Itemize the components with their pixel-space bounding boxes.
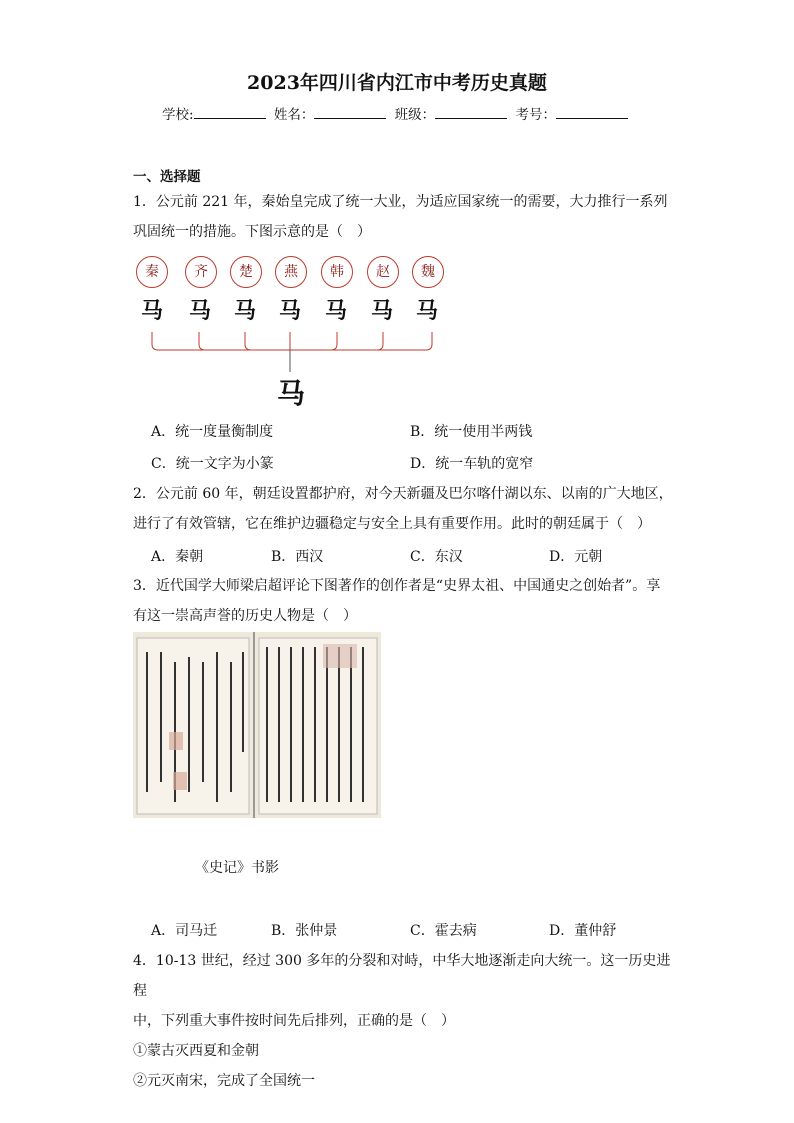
- state-seal-qi: 齐: [185, 256, 217, 288]
- script-qi: 马: [189, 298, 212, 324]
- number-label: 考号：: [515, 107, 556, 123]
- q2-line2: 进行了有效管辖，它在维护边疆稳定与安全上具有重要作用。此时的朝廷属于（ ）: [133, 516, 651, 532]
- q3-option-c[interactable]: C．霍去病: [410, 923, 477, 939]
- script-han: 马: [325, 298, 348, 324]
- q4-stem: [133, 946, 673, 1096]
- state-seal-wei: 魏: [412, 256, 444, 288]
- q1-option-b[interactable]: B．统一使用半两钱: [410, 424, 533, 440]
- q2-line1: 2．公元前 60 年，朝廷设置都护府，对今天新疆及巴尔喀什湖以东、以南的广大地区，: [133, 486, 673, 502]
- q2-option-c[interactable]: C．东汉: [410, 549, 463, 565]
- q3-stem: [133, 571, 673, 631]
- q1-line1: 1．公元前 221 年，秦始皇完成了统一大业，为适应国家统一的需要，大力推行一系列: [133, 194, 668, 210]
- student-info-line: [0, 103, 794, 123]
- q4-item1: ①蒙古灭西夏和金朝: [133, 1043, 259, 1059]
- q1-option-c[interactable]: C．统一文字为小篆: [151, 456, 274, 472]
- script-chu: 马: [234, 298, 257, 324]
- q2-option-d[interactable]: D．元朝: [549, 549, 603, 565]
- q1-option-a[interactable]: A．统一度量衡制度: [151, 424, 274, 440]
- section-title: 一、选择题: [133, 169, 201, 185]
- shiji-book-image: [133, 632, 381, 818]
- page-title: 2023年四川省内江市中考历史真题: [247, 72, 547, 94]
- state-seal-zhao: 赵: [367, 256, 399, 288]
- state-seal-chu: 楚: [230, 256, 262, 288]
- q3-line1: 3．近代国学大师梁启超评论下图著作的创作者是“史界太祖、中国通史之创始者”。享: [133, 578, 661, 594]
- unified-xiaozhuan-script: 马: [277, 377, 306, 410]
- q3-option-d[interactable]: D．董仲舒: [549, 923, 617, 939]
- script-yan: 马: [279, 298, 302, 324]
- script-wei: 马: [416, 298, 439, 324]
- q3-image-caption: 《史记》书影: [195, 860, 279, 876]
- book-page-illustration: [133, 632, 381, 818]
- q2-option-b[interactable]: B．西汉: [271, 549, 324, 565]
- state-seal-qin: 秦: [136, 256, 168, 288]
- school-blank[interactable]: [194, 106, 266, 119]
- script-diagram: [133, 256, 453, 416]
- class-blank[interactable]: [435, 106, 507, 119]
- class-label: 班级：: [394, 107, 436, 123]
- name-blank[interactable]: [314, 106, 386, 119]
- number-blank[interactable]: [556, 106, 628, 119]
- q3-line2: 有这一崇高声誉的历史人物是（ ）: [133, 608, 357, 624]
- q1-option-d[interactable]: D．统一车轨的宽窄: [410, 456, 534, 472]
- script-zhao: 马: [371, 298, 394, 324]
- state-seal-han: 韩: [321, 256, 353, 288]
- q1-stem: [133, 187, 673, 247]
- q4-item2: ②元灭南宋，完成了全国统一: [133, 1073, 315, 1089]
- q2-stem: [133, 479, 673, 539]
- q4-line1: 4．10-13 世纪，经过 300 多年的分裂和对峙，中华大地逐渐走向大统一。这一历史进程: [133, 953, 671, 999]
- school-label: 学校:: [162, 107, 194, 123]
- name-label: 姓名：: [273, 107, 315, 123]
- q2-option-a[interactable]: A．秦朝: [151, 549, 204, 565]
- q4-line2: 中，下列重大事件按时间先后排列，正确的是（ ）: [133, 1013, 455, 1029]
- q1-line2: 巩固统一的措施。下图示意的是（ ）: [133, 224, 371, 240]
- q3-option-a[interactable]: A．司马迁: [151, 923, 218, 939]
- state-seal-yan: 燕: [275, 256, 307, 288]
- script-qin: 马: [141, 298, 164, 324]
- q3-option-b[interactable]: B．张仲景: [271, 923, 338, 939]
